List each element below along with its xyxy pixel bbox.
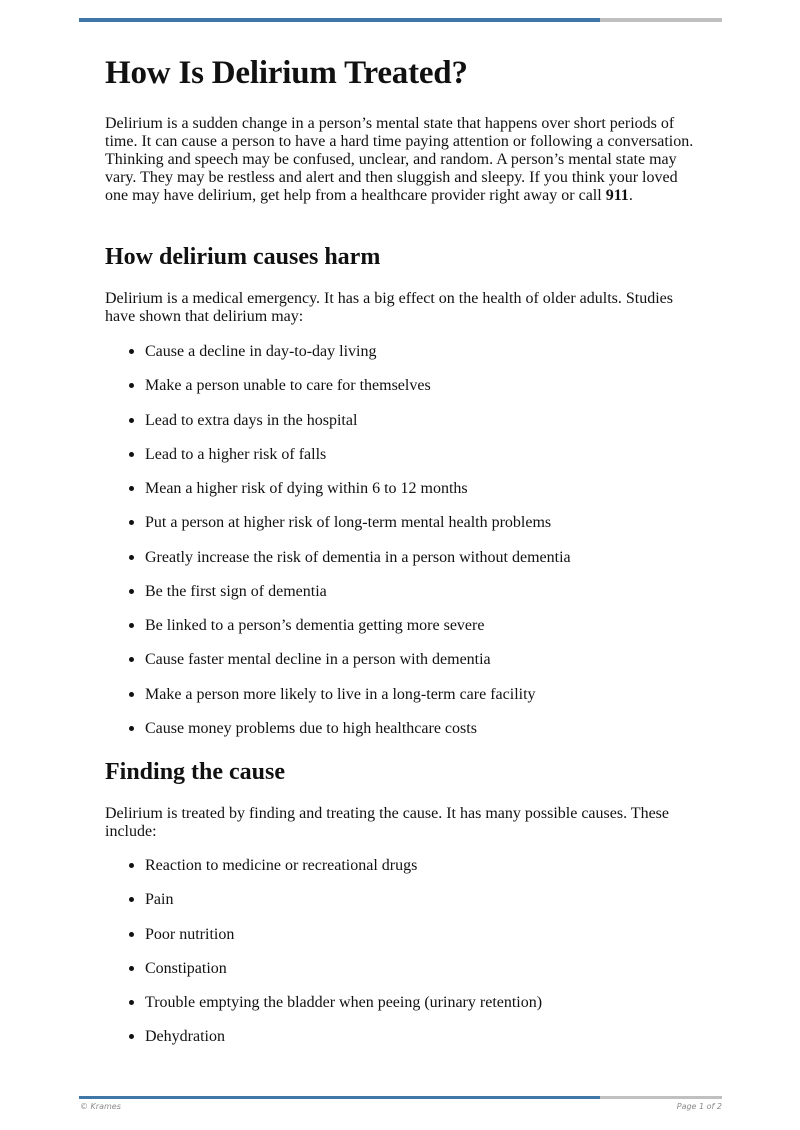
list-item-text: Reaction to medicine or recreational drugs bbox=[145, 857, 418, 874]
intro-text-end: . bbox=[628, 186, 633, 204]
intro-text: Delirium is a sudden change in a person’s mental state that happens over short periods of time. It can cause a person to have a hard time paying attention or following a conversation. Thinking and speech may be confused, unclear, and random. A person’s mental state may vary. They may be restless and alert and then sluggish and sleepy. If you think your loved one may have delirium, get help from a healthcare provider right away or call bbox=[105, 115, 694, 204]
list-item bbox=[105, 514, 700, 548]
cause-list bbox=[105, 857, 700, 1063]
bottom-progress-bar bbox=[79, 1096, 722, 1099]
top-progress-bar bbox=[79, 18, 722, 22]
list-item bbox=[105, 926, 700, 960]
list-item bbox=[105, 377, 700, 411]
bullet-icon bbox=[129, 863, 134, 868]
page-title: How Is Delirium Treated? bbox=[105, 55, 468, 91]
list-item-text: Cause money problems due to high healthcare costs bbox=[145, 719, 477, 737]
bullet-icon bbox=[129, 897, 134, 902]
list-item bbox=[105, 1028, 700, 1062]
list-item bbox=[105, 583, 700, 617]
list-item-text: Put a person at higher risk of long-term mental health problems bbox=[145, 514, 552, 532]
list-item bbox=[105, 686, 700, 720]
list-item-text: Cause a decline in day-to-day living bbox=[145, 343, 377, 360]
list-item bbox=[105, 891, 700, 925]
section-heading-harm: How delirium causes harm bbox=[105, 244, 381, 270]
section-paragraph-cause: Delirium is treated by finding and treating the cause. It has many possible causes. These include: bbox=[105, 805, 669, 840]
list-item-text: Be linked to a person’s dementia getting more severe bbox=[145, 617, 485, 634]
list-item bbox=[105, 343, 700, 377]
list-item-text: Lead to extra days in the hospital bbox=[145, 411, 358, 429]
list-item-text: Greatly increase the risk of dementia in a person without dementia bbox=[145, 548, 571, 566]
bullet-icon bbox=[129, 349, 134, 354]
list-item-text: Pain bbox=[145, 891, 174, 909]
list-item bbox=[105, 857, 700, 891]
bullet-icon bbox=[129, 1034, 134, 1039]
list-item bbox=[105, 480, 700, 514]
list-item bbox=[105, 994, 700, 1028]
top-progress-fill bbox=[79, 18, 600, 22]
footer-page-number: Page 1 of 2 bbox=[676, 1102, 722, 1111]
section-paragraph-harm: Delirium is a medical emergency. It has a big effect on the health of older adults. Studies have shown that delirium may: bbox=[105, 290, 673, 325]
list-item bbox=[105, 720, 700, 754]
list-item-text: Constipation bbox=[145, 959, 227, 977]
bullet-icon bbox=[129, 486, 134, 491]
bullet-icon bbox=[129, 692, 134, 697]
intro-paragraph bbox=[105, 115, 700, 205]
list-item bbox=[105, 651, 700, 685]
list-item bbox=[105, 412, 700, 446]
bullet-icon bbox=[129, 932, 134, 937]
list-item-text: Trouble emptying the bladder when peeing (urinary retention) bbox=[145, 994, 543, 1011]
list-item-text: Mean a higher risk of dying within 6 to 12 months bbox=[145, 480, 468, 497]
list-item bbox=[105, 960, 700, 994]
list-item-text: Lead to a higher risk of falls bbox=[145, 445, 327, 463]
list-item-text: Dehydration bbox=[145, 1028, 225, 1046]
harm-list bbox=[105, 343, 700, 754]
emergency-number: 911 bbox=[605, 186, 629, 204]
bullet-icon bbox=[129, 383, 134, 388]
bullet-icon bbox=[129, 555, 134, 560]
bullet-icon bbox=[129, 520, 134, 525]
bullet-icon bbox=[129, 623, 134, 628]
list-item-text: Be the first sign of dementia bbox=[145, 582, 327, 600]
bullet-icon bbox=[129, 452, 134, 457]
list-item-text: Make a person more likely to live in a long-term care facility bbox=[145, 685, 536, 703]
bullet-icon bbox=[129, 1000, 134, 1005]
bullet-icon bbox=[129, 966, 134, 971]
bullet-icon bbox=[129, 657, 134, 662]
footer-copyright: © Krames bbox=[80, 1102, 121, 1111]
bullet-icon bbox=[129, 589, 134, 594]
bullet-icon bbox=[129, 726, 134, 731]
bottom-progress-fill bbox=[79, 1096, 600, 1099]
bullet-icon bbox=[129, 418, 134, 423]
list-item-text: Poor nutrition bbox=[145, 925, 235, 943]
section-heading-cause: Finding the cause bbox=[105, 759, 286, 785]
list-item bbox=[105, 549, 700, 583]
list-item-text: Make a person unable to care for themselves bbox=[145, 377, 431, 395]
list-item-text: Cause faster mental decline in a person with dementia bbox=[145, 651, 491, 669]
list-item bbox=[105, 446, 700, 480]
list-item bbox=[105, 617, 700, 651]
